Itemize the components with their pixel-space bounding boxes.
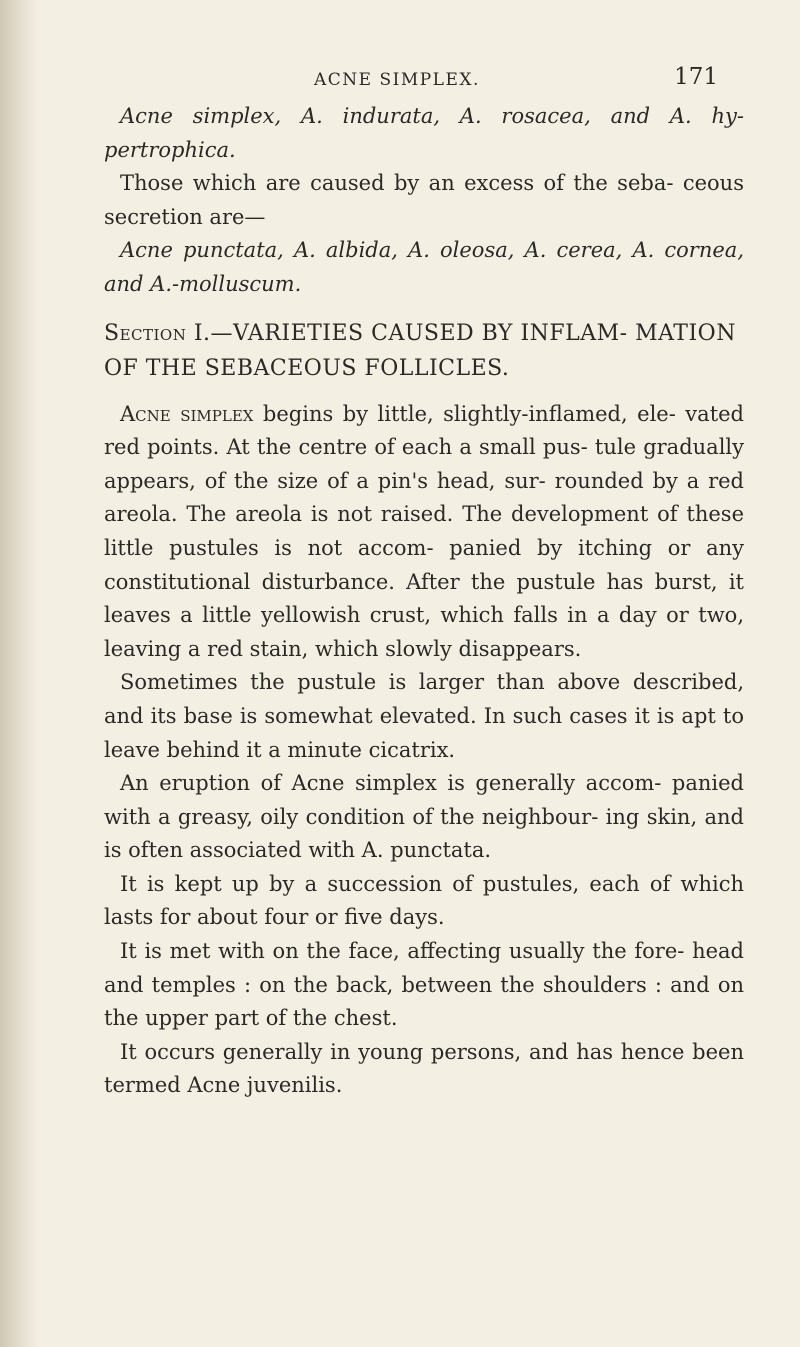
paragraph-1-lead: Acne simplex	[120, 401, 254, 426]
paragraph-1	[104, 398, 744, 667]
paragraph-2: Sometimes the pustule is larger than above described, and its base is somewhat elevated. In such cases it is apt to leave behind it a minute cicatrix.	[104, 670, 744, 762]
paragraph-5: It is met with on the face, affecting usually the fore- head and temples : on the back, between the shoulders : and on the upper part of the chest.	[104, 939, 744, 1031]
sebaceous-varieties-list: Acne punctata, A. albida, A. oleosa, A. cerea, A. cornea, and A.-molluscum.	[104, 238, 744, 296]
running-head	[104, 0, 744, 100]
paragraph-3: An eruption of Acne simplex is generally accom- panied with a greasy, oily condition of the neighbour- ing skin, and is often associated with A. punctata.	[104, 771, 744, 863]
running-head-title: ACNE SIMPLEX.	[314, 70, 480, 90]
section-title: —VARIETIES CAUSED BY INFLAM- MATION OF THE SEBACEOUS FOLLICLES.	[104, 320, 736, 381]
sebaceous-intro: Those which are caused by an excess of the seba- ceous secretion are—	[104, 171, 744, 229]
paragraph-1-text: begins by little, slightly-inflamed, ele- vated red points. At the centre of each a small pus- tule gradually appears, of the size of a pin's head, sur- rounded by a red areola. The areola is not raised. The development of these little pustules is not accom- panied by itching or any constitutional disturbance. After the pustule has burst, it leaves a little yellowish crust, which falls in a day or two, leaving a red stain, which slowly disappears.	[104, 401, 745, 661]
section-heading	[104, 316, 744, 386]
book-page	[104, 0, 744, 1103]
page-number: 171	[674, 64, 718, 90]
paragraph-6: It occurs generally in young persons, and has hence been termed Acne juvenilis.	[104, 1039, 744, 1098]
section-label: Section I.	[104, 320, 211, 346]
page-gutter-shadow	[0, 0, 40, 1347]
inflammatory-varieties-list: Acne simplex, A. indurata, A. rosacea, and A. hy- pertrophica.	[104, 104, 744, 162]
paragraph-4: It is kept up by a succession of pustules, each of which lasts for about four or five days.	[104, 871, 744, 930]
